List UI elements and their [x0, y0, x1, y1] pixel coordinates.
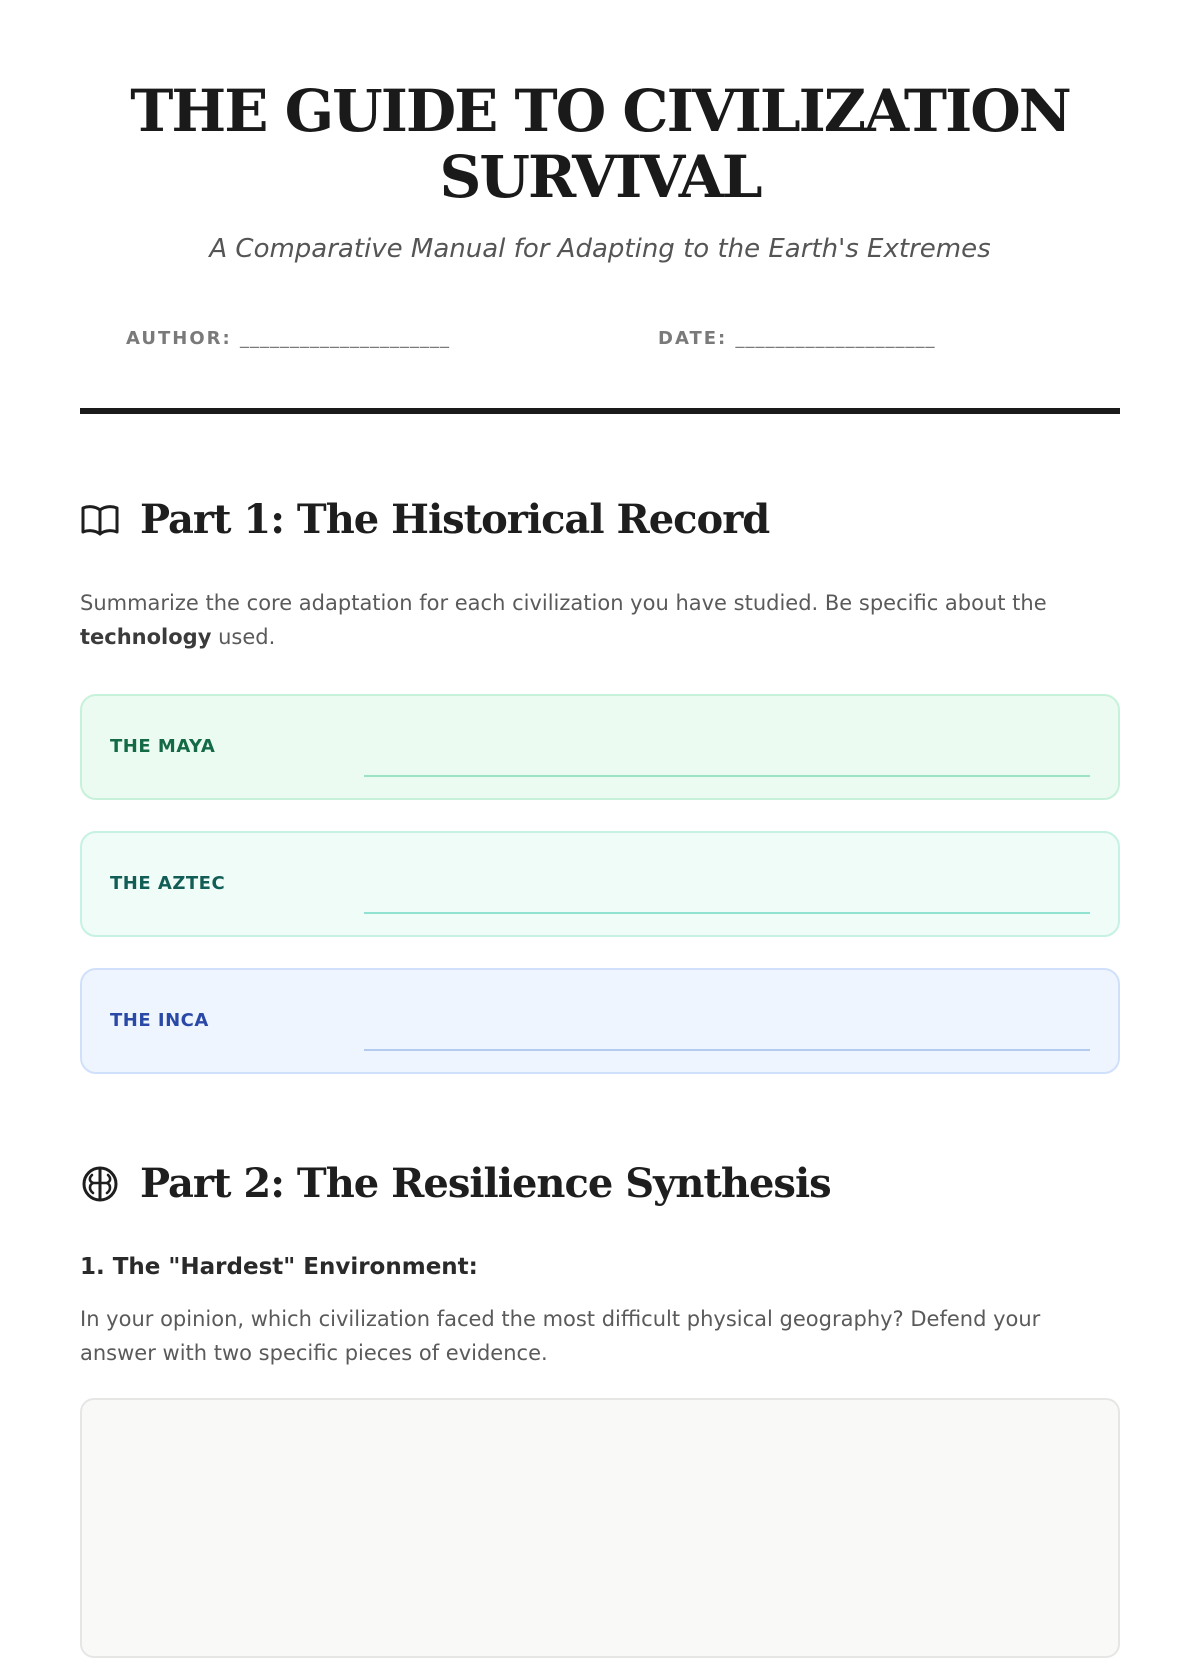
open-book-icon: [80, 500, 120, 540]
question-1-text: In your opinion, which civilization faced the most difficult physical geography? Defend your answer with two specific pieces of evidence.: [80, 1307, 1041, 1365]
brain-icon: [80, 1164, 120, 1204]
worksheet-page: [80, 0, 1120, 1600]
part1-title: Part 1: The Historical Record: [140, 496, 770, 543]
author-blank-line[interactable]: _____________________: [239, 328, 450, 349]
date-blank-line[interactable]: ____________________: [735, 328, 936, 349]
civilization-label-maya: THE MAYA: [110, 736, 216, 757]
part1-heading: [80, 492, 1120, 548]
part1-instructions: Summarize the core adaptation for each civilization you have studied. Be specific about the technology used.: [80, 591, 1047, 649]
civilization-label-inca: THE INCA: [110, 1010, 209, 1031]
instructions-emphasis: technology: [80, 625, 212, 649]
civilization-card-aztec: [80, 831, 1120, 937]
header-divider: [80, 408, 1120, 414]
question-1-answer-box[interactable]: [80, 1398, 1120, 1658]
civilization-card-inca: [80, 968, 1120, 1074]
civilization-label-aztec: THE AZTEC: [110, 873, 226, 894]
part2-title: Part 2: The Resilience Synthesis: [140, 1160, 831, 1207]
author-field[interactable]: [126, 328, 450, 349]
civilization-card-maya: [80, 694, 1120, 800]
date-field[interactable]: [658, 328, 936, 349]
author-label: AUTHOR:: [126, 328, 232, 349]
part2-heading: [80, 1156, 1120, 1212]
answer-line-maya[interactable]: [364, 775, 1090, 777]
answer-line-inca[interactable]: [364, 1049, 1090, 1051]
question-1-title: 1. The "Hardest" Environment:: [80, 1254, 478, 1280]
date-label: DATE:: [658, 328, 728, 349]
page-title: THE GUIDE TO CIVILIZATION SURVIVAL: [130, 77, 1070, 211]
page-subtitle: A Comparative Manual for Adapting to the Earth's Extremes: [209, 234, 991, 264]
answer-line-aztec[interactable]: [364, 912, 1090, 914]
